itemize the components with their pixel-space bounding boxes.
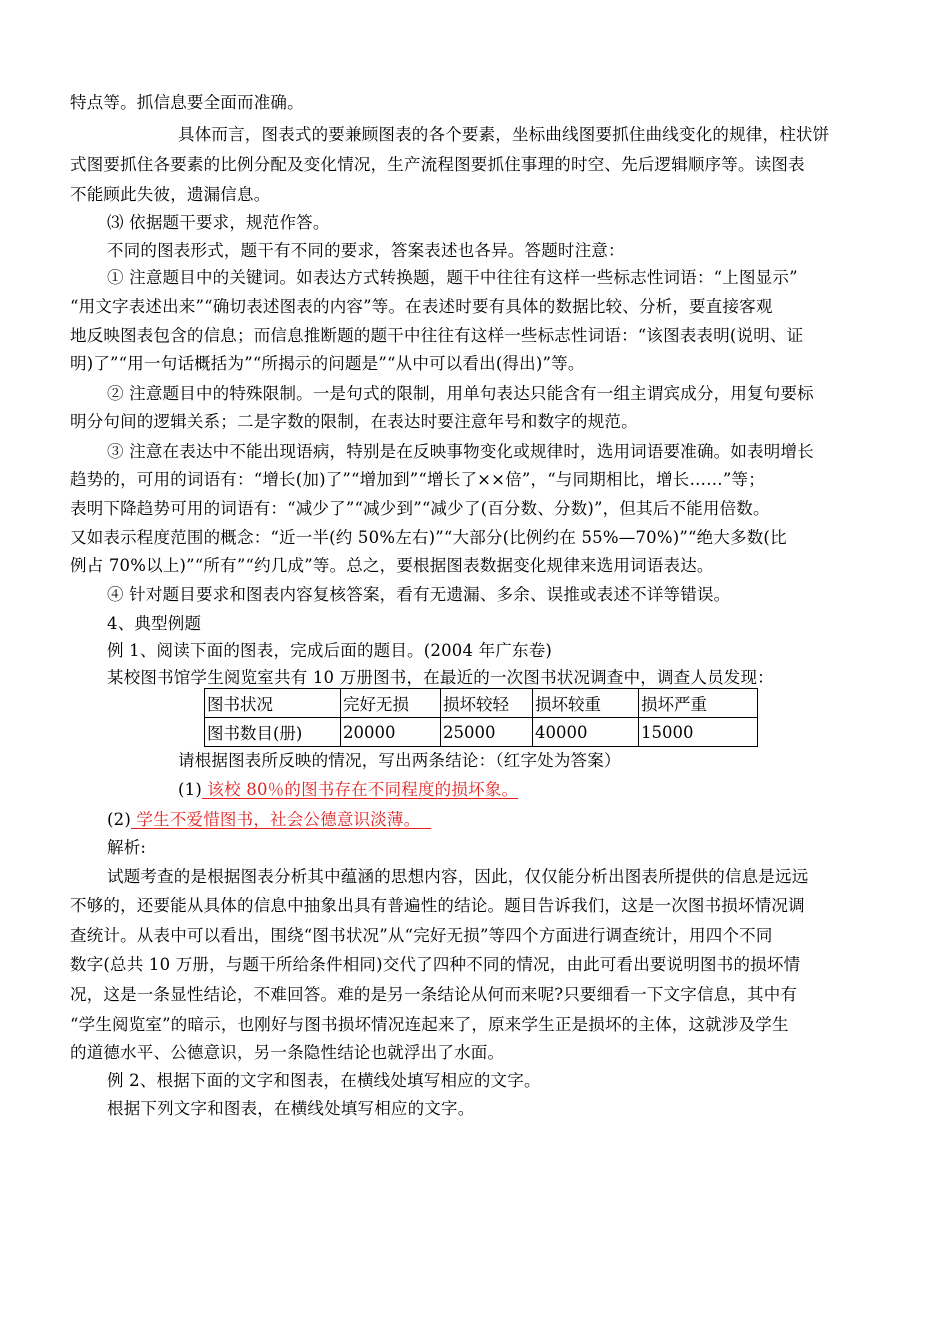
table-row [205, 689, 758, 718]
table-row [205, 718, 758, 747]
answer-number: (1) [178, 780, 202, 799]
example-title: 例 2、根据下面的文字和图表，在横线处填写相应的文字。 [107, 1071, 541, 1090]
table-cell: 损坏较重 [533, 689, 639, 718]
table-cell: 20000 [341, 718, 441, 747]
answer-number: (2) [107, 810, 131, 829]
section-heading: 4、典型例题 [107, 614, 202, 633]
analysis-line: 试题考查的是根据图表分析其中蕴涵的思想内容，因此，仅仅能分析出图表所提供的信息是远远 [107, 867, 809, 886]
text-line: “用文字表述出来”“确切表述图表的内容”等。在表述时要有具体的数据比较、分析，要直接客观 [70, 297, 773, 316]
list-item: ① 注意题目中的关键词。如表达方式转换题，题干中往往有这样一些标志性词语：“上图显示” [107, 268, 798, 287]
analysis-line: 查统计。从表中可以看出，围绕“图书状况”从“完好无损”等四个方面进行调查统计，用四个不同 [70, 926, 773, 945]
table-cell: 损坏较轻 [441, 689, 533, 718]
list-item: ④ 针对题目要求和图表内容复核答案，看有无遗漏、多余、误推或表述不详等错误。 [107, 585, 731, 604]
section-heading: ⑶ 依据题干要求，规范作答。 [107, 213, 330, 232]
book-status-table [204, 688, 758, 747]
analysis-title: 解析: [107, 838, 147, 857]
text-line: 式图要抓住各要素的比例分配及变化情况，生产流程图要抓住事理的时空、先后逻辑顺序等。读图表 [70, 155, 805, 174]
example-title: 例 1、阅读下面的图表，完成后面的题目。(2004 年广东卷) [107, 641, 553, 660]
text-line: 某校图书馆学生阅览室共有 10 万册图书，在最近的一次图书状况调查中，调查人员发现： [107, 668, 774, 687]
analysis-line: 的道德水平、公德意识，另一条隐性结论也就浮出了水面。 [70, 1043, 505, 1062]
text-line: 明分句间的逻辑关系；二是字数的限制，在表达时要注意年号和数字的规范。 [70, 412, 638, 431]
text-line: 不同的图表形式，题干有不同的要求，答案表述也各异。答题时注意： [107, 241, 625, 260]
analysis-line: 不够的，还要能从具体的信息中抽象出具有普遍性的结论。题目告诉我们，这是一次图书损坏情况调 [70, 896, 805, 915]
answer-2 [107, 809, 431, 831]
analysis-line: “学生阅览室”的暗示，也刚好与图书损坏情况连起来了，原来学生正是损坏的主体，这就涉及学生 [70, 1015, 789, 1034]
table-cell: 损坏严重 [639, 689, 758, 718]
text-line: 地反映图表包含的信息；而信息推断题的题干中往往有这样一些标志性词语：“该图表表明(说明、证 [70, 326, 804, 345]
analysis-line: 况，这是一条显性结论，不难回答。难的是另一条结论从何而来呢?只要细看一下文字信息，其中有 [70, 985, 798, 1004]
table-cell: 40000 [533, 718, 639, 747]
question-prompt: 请根据图表所反映的情况，写出两条结论：（红字处为答案） [178, 751, 621, 770]
text-line: 根据下列文字和图表，在横线处填写相应的文字。 [107, 1099, 475, 1118]
answer-1 [178, 779, 518, 801]
text-line: 不能顾此失彼，遗漏信息。 [70, 185, 271, 204]
list-item: ③ 注意在表达中不能出现语病，特别是在反映事物变化或规律时，选用词语要准确。如表明增长 [107, 442, 814, 461]
table-cell: 15000 [639, 718, 758, 747]
text-line: 例占 70%以上)”“所有”“约几成”等。总之，要根据图表数据变化规律来选用词语表达。 [70, 556, 714, 575]
table-cell: 完好无损 [341, 689, 441, 718]
analysis-line: 数字(总共 10 万册，与题干所给条件相同)交代了四种不同的情况，由此可看出要说明图书的损坏情 [70, 955, 801, 974]
table-cell: 图书数目(册) [205, 718, 341, 747]
text-line: 趋势的，可用的词语有：“增长(加)了”“增加到”“增长了××倍”，“与同期相比，增长……”等； [70, 470, 765, 489]
answer-text: 该校 80％的图书存在不同程度的损坏象。 [201, 780, 519, 799]
text-line: 具体而言，图表式的要兼顾图表的各个要素，坐标曲线图要抓住曲线变化的规律，柱状饼 [178, 125, 830, 144]
text-line: 明)了”“用一句话概括为”“所揭示的问题是”“从中可以看出(得出)”等。 [70, 354, 585, 373]
table-cell: 25000 [441, 718, 533, 747]
text-line: 特点等。抓信息要全面而准确。 [70, 93, 304, 112]
list-item: ② 注意题目中的特殊限制。一是句式的限制，用单句表达只能含有一组主谓宾成分，用复句要标 [107, 384, 814, 403]
answer-text: 学生不爱惜图书，社会公德意识淡薄。 [130, 810, 432, 829]
text-line: 表明下降趋势可用的词语有：“减少了”“减少到”“减少了(百分数、分数)”，但其后不能用倍数。 [70, 499, 770, 518]
table-cell: 图书状况 [205, 689, 341, 718]
text-line: 又如表示程度范围的概念：“近一半(约 50%左右)”“大部分(比例约在 55%—70%)”“绝大多数(比 [70, 528, 787, 547]
